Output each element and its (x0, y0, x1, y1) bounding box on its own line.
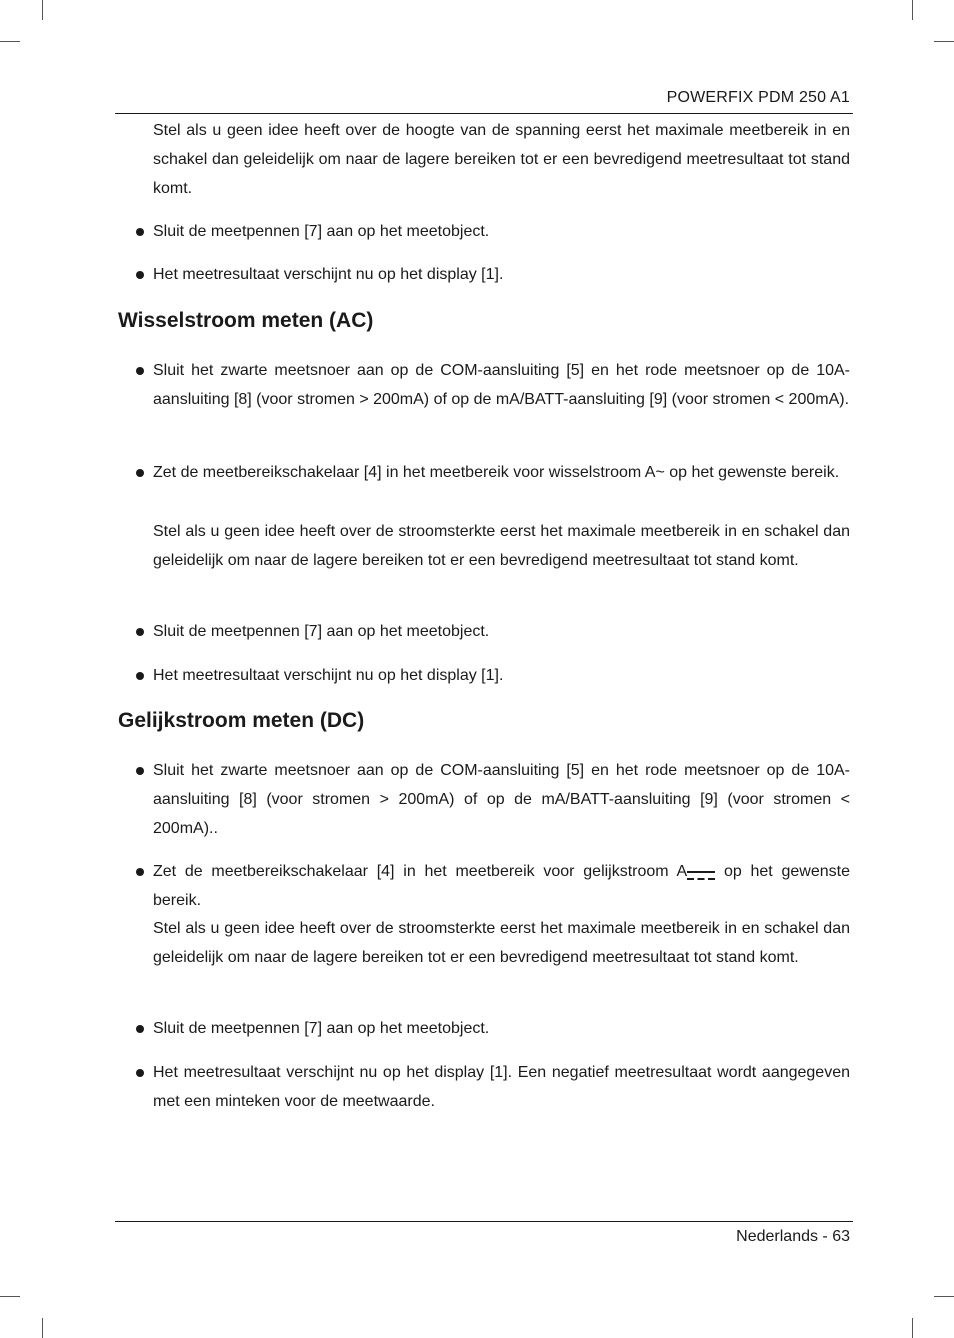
dc-current-symbol-icon (687, 863, 715, 875)
bullet-icon (136, 1069, 144, 1077)
dc-bullet-4: Het meetresultaat verschijnt nu op het display [1]. Een negatief meetresultaat wordt aangegeven met een minteken voor de meetwaarde. (153, 1064, 850, 1110)
dc-bullet-3: Sluit de meetpennen [7] aan op het meetobject. (153, 1020, 490, 1037)
crop-mark (42, 0, 43, 20)
crop-mark (912, 1318, 913, 1338)
crop-mark (0, 41, 20, 42)
bullet-icon (136, 672, 144, 680)
bullet-icon (136, 228, 144, 236)
ac-bullet-3: Sluit de meetpennen [7] aan op het meetobject. (153, 623, 490, 640)
dc-bullet-2-text-end: op het gewenste bereik. (153, 863, 850, 909)
header-rule (115, 113, 853, 114)
ac-bullet-2: Zet de meetbereikschakelaar [4] in het meetbereik voor wisselstroom A~ op het gewenste bereik. (153, 464, 840, 481)
crop-mark (934, 41, 954, 42)
crop-mark (912, 0, 913, 20)
header-title: POWERFIX PDM 250 A1 (666, 89, 850, 106)
crop-mark (42, 1318, 43, 1338)
ac-bullet-4: Het meetresultaat verschijnt nu op het display [1]. (153, 667, 504, 684)
crop-mark (934, 1296, 954, 1297)
bullet-icon (136, 367, 144, 375)
bullet-icon (136, 868, 144, 876)
bullet-icon (136, 1025, 144, 1033)
intro-bullet-1: Sluit de meetpennen [7] aan op het meetobject. (153, 223, 490, 240)
ac-bullet-2-note: Stel als u geen idee heeft over de stroomsterkte eerst het maximale meetbereik in en schakel dan geleidelijk om naar de lagere bereiken tot er een bevredigend meetresultaat tot stand komt. (153, 523, 850, 569)
footer-page-label: Nederlands - 63 (736, 1228, 850, 1245)
section-heading-dc: Gelijkstroom meten (DC) (118, 709, 365, 732)
section-heading-ac: Wisselstroom meten (AC) (118, 309, 374, 332)
dc-bullet-1: Sluit het zwarte meetsnoer aan op de COM-aansluiting [5] en het rode meetsnoer op de 10A-aansluiting [8] (voor stromen > 200mA) of op de mA/BATT-aansluiting [9] (voor stromen < 200mA).. (153, 762, 850, 837)
bullet-icon (136, 767, 144, 775)
bullet-icon (136, 271, 144, 279)
dc-bullet-2-text: Zet de meetbereikschakelaar [4] in het meetbereik voor gelijkstroom A (153, 863, 688, 880)
bullet-icon (136, 628, 144, 636)
dc-bullet-2 (153, 857, 850, 915)
crop-mark (0, 1296, 20, 1297)
dc-bullet-2-note: Stel als u geen idee heeft over de stroomsterkte eerst het maximale meetbereik in en schakel dan geleidelijk om naar de lagere bereiken tot er een bevredigend meetresultaat tot stand komt. (153, 920, 850, 966)
footer-rule (115, 1221, 853, 1222)
intro-bullet-2: Het meetresultaat verschijnt nu op het display [1]. (153, 266, 504, 283)
bullet-icon (136, 469, 144, 477)
intro-paragraph: Stel als u geen idee heeft over de hoogte van de spanning eerst het maximale meetbereik in en schakel dan geleidelijk om naar de lagere bereiken tot er een bevredigend meetresultaat tot stand komt. (153, 122, 850, 197)
ac-bullet-1: Sluit het zwarte meetsnoer aan op de COM-aansluiting [5] en het rode meetsnoer op de 10A-aansluiting [8] (voor stromen > 200mA) of op de mA/BATT-aansluiting [9] (voor stromen < 200mA). (153, 362, 850, 408)
